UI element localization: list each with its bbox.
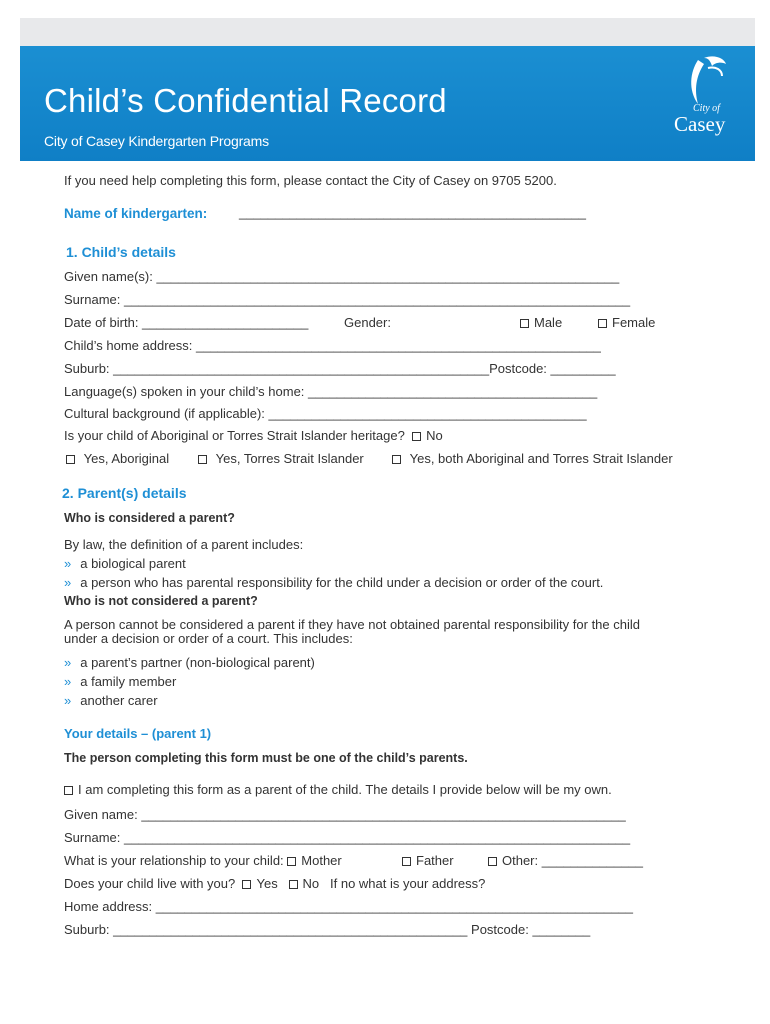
list-item: » a person who has parental responsibility for the child under a decision or order of the court. [64, 575, 604, 590]
gender-female-option[interactable]: Female [598, 315, 655, 330]
parent-confirm-option[interactable]: I am completing this form as a parent of the child. The details I provide below will be my own. [64, 782, 612, 797]
not-parent-text-2: under a decision or order of a court. This includes: [64, 631, 353, 646]
checkbox-icon[interactable] [66, 455, 75, 464]
relationship-father-option[interactable]: Father [402, 853, 454, 868]
header-banner [20, 46, 755, 161]
by-law-text: By law, the definition of a parent includes: [64, 537, 304, 552]
child-given-name-field[interactable]: Given name(s): ________________________________________________________________ [64, 269, 620, 284]
relationship-other-option[interactable]: Other: ______________ [488, 853, 643, 868]
who-is-parent-heading: Who is considered a parent? [64, 511, 235, 525]
kindergarten-label: Name of kindergarten: [64, 206, 208, 221]
live-with-question: Does your child live with you? Yes No If no what is your address? [64, 876, 486, 891]
list-item: » a parent’s partner (non-biological parent) [64, 655, 315, 670]
heritage-yes-tsi-option[interactable]: Yes, Torres Strait Islander [198, 451, 364, 466]
not-parent-text-1: A person cannot be considered a parent if they have not obtained parental responsibility for the child [64, 617, 640, 632]
parent-surname-field[interactable]: Surname: ______________________________________________________________________ [64, 830, 631, 845]
parent1-heading: Your details – (parent 1) [64, 726, 212, 741]
gender-label: Gender: [344, 315, 391, 330]
heritage-question: Is your child of Aboriginal or Torres Strait Islander heritage? No [64, 428, 443, 443]
header-top-strip [20, 18, 755, 46]
relationship-mother-checkbox[interactable] [287, 857, 296, 866]
child-suburb-postcode-field[interactable]: Suburb: ____________________________________________________Postcode: _________ [64, 361, 616, 376]
section1-heading: 1. Child’s details [66, 244, 176, 260]
page-subtitle: City of Casey Kindergarten Programs [44, 133, 269, 149]
language-field[interactable]: Language(s) spoken in your child’s home: ________________________________________ [64, 384, 598, 399]
cultural-background-field[interactable]: Cultural background (if applicable): ____________________________________________ [64, 406, 587, 421]
relationship-question: What is your relationship to your child: Mother [64, 853, 342, 868]
parent-suburb-postcode-field[interactable]: Suburb: _________________________________________________ Postcode: ________ [64, 922, 591, 937]
intro-text: If you need help completing this form, please contact the City of Casey on 9705 5200. [64, 173, 557, 188]
page-title: Child’s Confidential Record [44, 82, 447, 119]
checkbox-icon[interactable] [488, 857, 497, 866]
parent1-note: The person completing this form must be one of the child’s parents. [64, 751, 468, 765]
child-surname-field[interactable]: Surname: ______________________________________________________________________ [64, 292, 631, 307]
list-item: » a family member [64, 674, 177, 689]
child-address-field[interactable]: Child’s home address: ________________________________________________________ [64, 338, 601, 353]
heritage-yes-aboriginal-option[interactable]: Yes, Aboriginal [66, 451, 169, 466]
heritage-no-checkbox[interactable] [412, 432, 421, 441]
checkbox-icon[interactable] [392, 455, 401, 464]
live-no-checkbox[interactable] [289, 880, 298, 889]
heritage-yes-both-option[interactable]: Yes, both Aboriginal and Torres Strait Islander [392, 451, 673, 466]
parent-given-name-field[interactable]: Given name: ___________________________________________________________________ [64, 807, 626, 822]
checkbox-icon[interactable] [64, 786, 73, 795]
checkbox-icon[interactable] [402, 857, 411, 866]
section2-heading: 2. Parent(s) details [62, 485, 187, 501]
who-not-parent-heading: Who is not considered a parent? [64, 594, 258, 608]
checkbox-icon[interactable] [598, 319, 607, 328]
logo-city-of: City of [693, 103, 720, 114]
logo-casey: Casey [674, 112, 726, 136]
list-item: » a biological parent [64, 556, 186, 571]
checkbox-icon[interactable] [520, 319, 529, 328]
live-yes-checkbox[interactable] [242, 880, 251, 889]
child-dob-field[interactable]: Date of birth: _______________________ [64, 315, 309, 330]
parent-home-address-field[interactable]: Home address: __________________________________________________________________ [64, 899, 633, 914]
list-item: » another carer [64, 693, 158, 708]
checkbox-icon[interactable] [198, 455, 207, 464]
gender-male-option[interactable]: Male [520, 315, 562, 330]
kindergarten-field[interactable]: ________________________________________________ [239, 205, 587, 220]
